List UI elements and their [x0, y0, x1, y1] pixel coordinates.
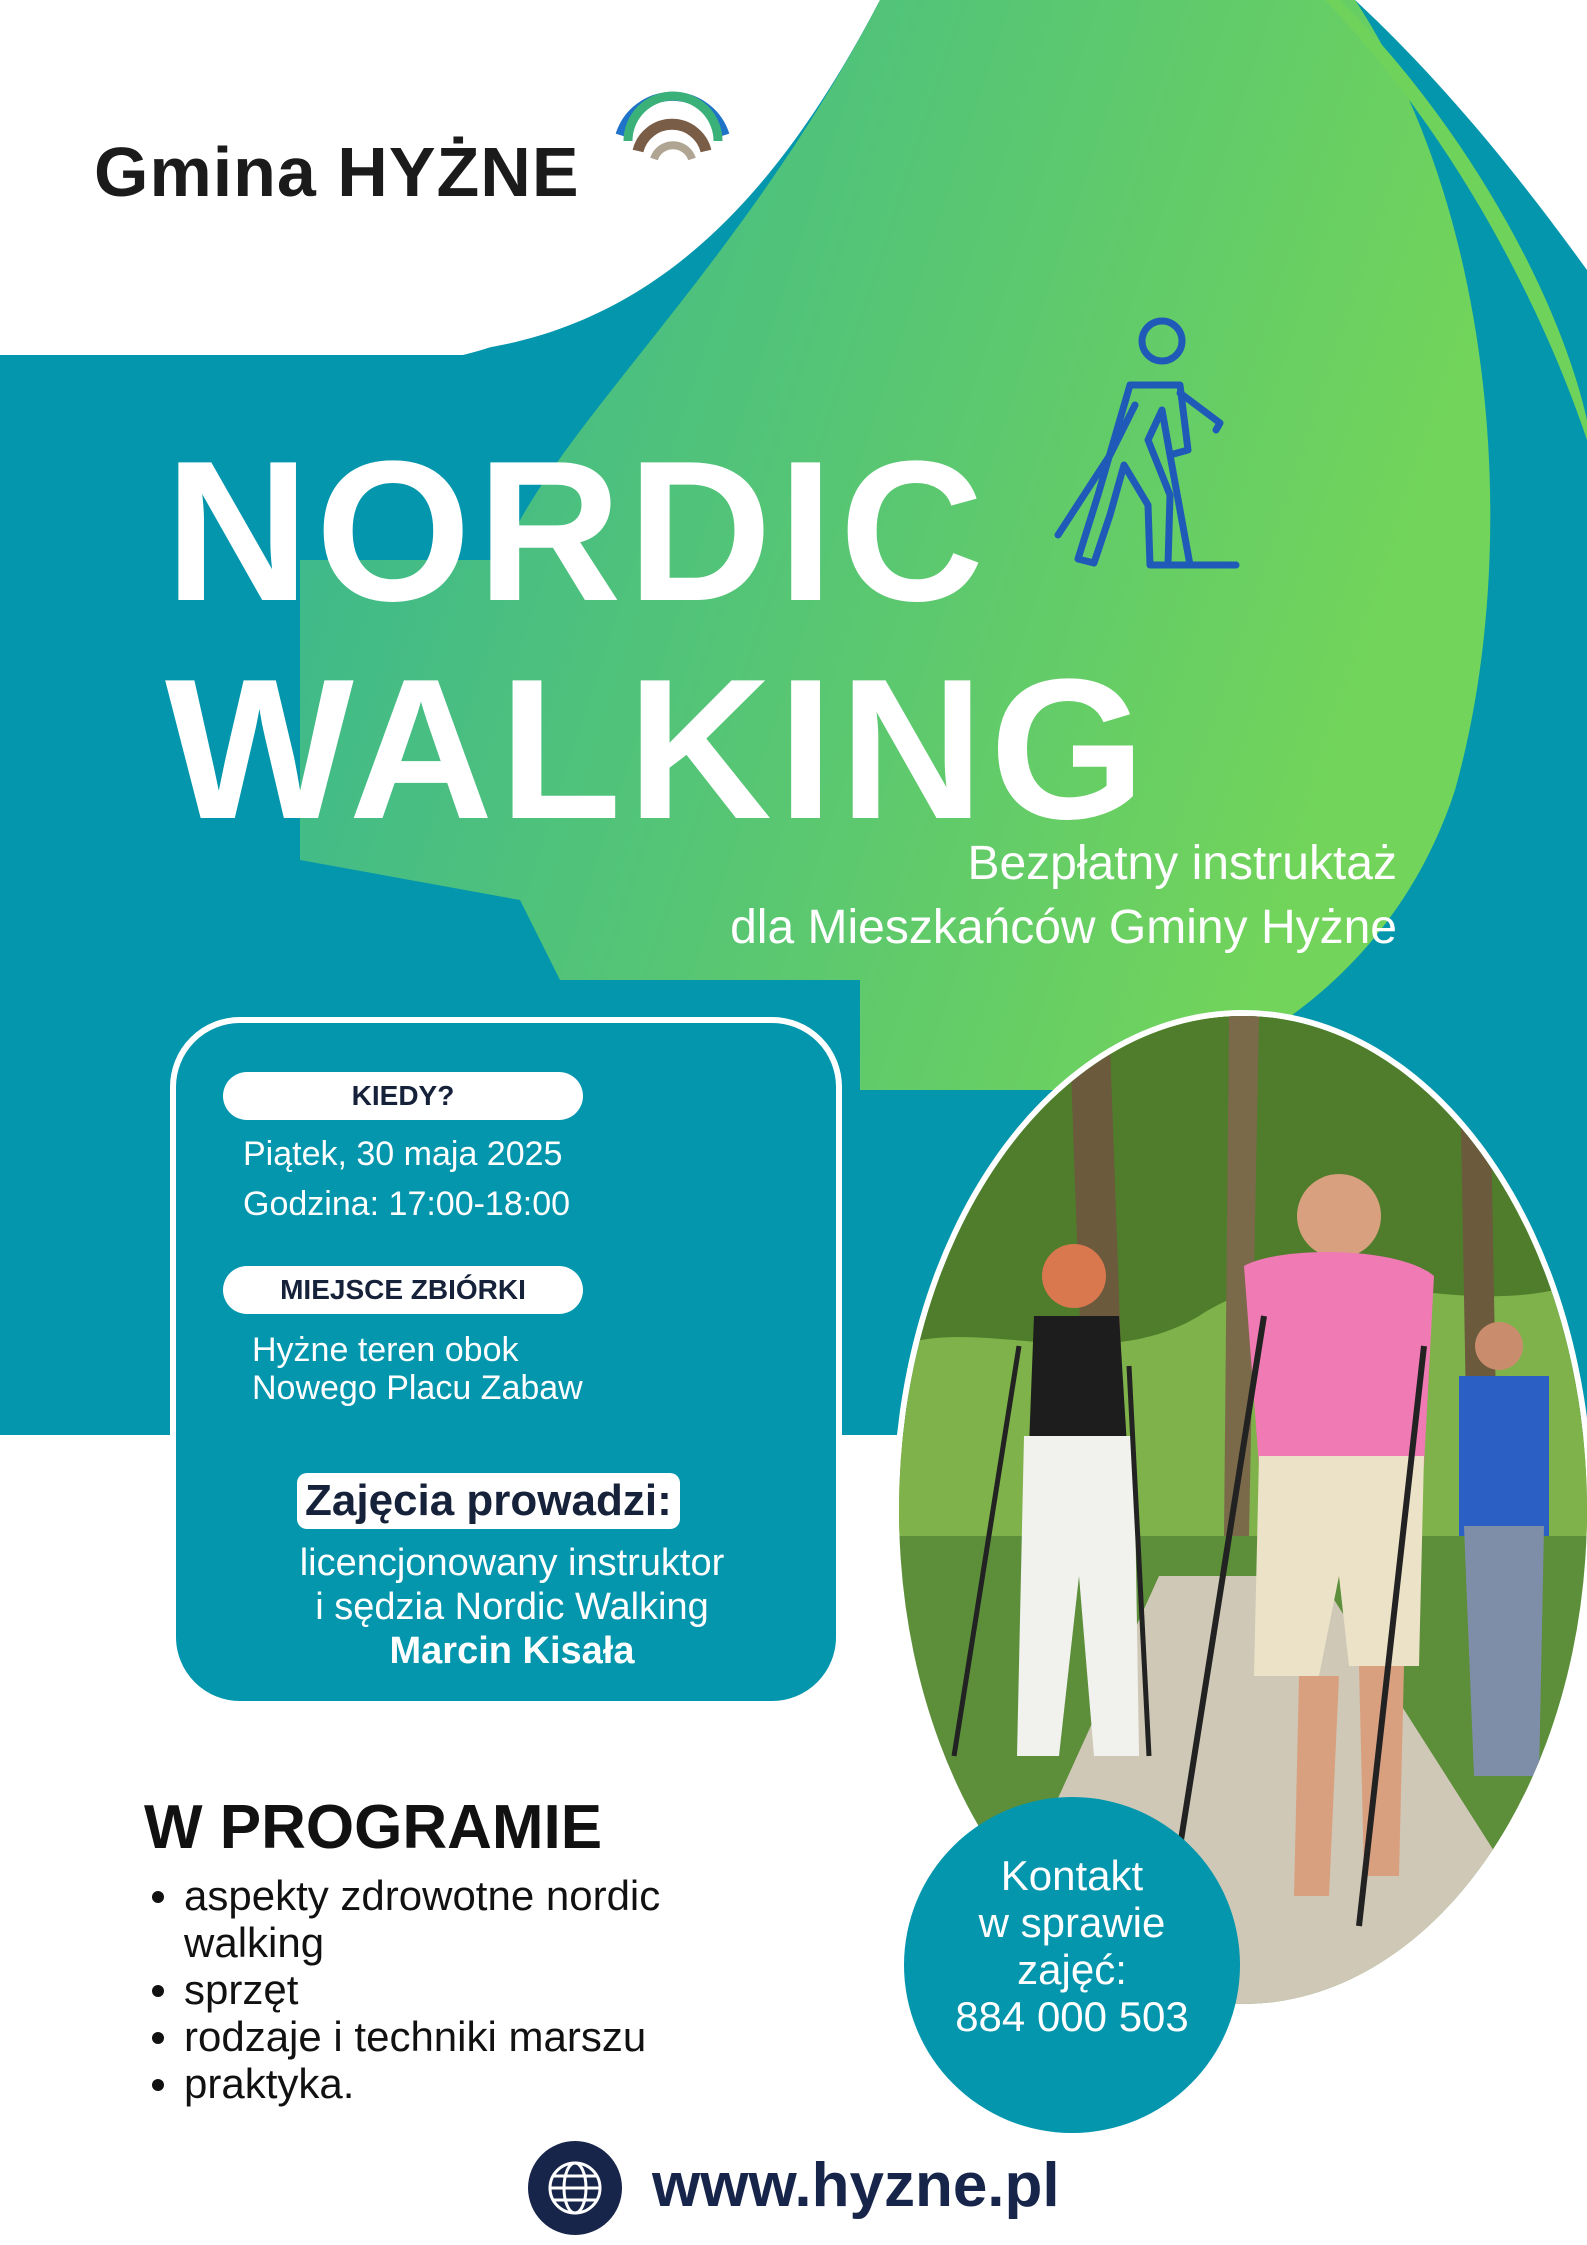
lead-line1: licencjonowany instruktor	[299, 1542, 725, 1584]
event-date: Piątek, 30 maja 2025	[243, 1135, 563, 1173]
event-place	[252, 1331, 583, 1407]
contact-line3: zajęć:	[1017, 1946, 1127, 1993]
program-item: rodzaje i techniki marszu	[150, 2013, 790, 2060]
lead-name: Marcin Kisała	[389, 1630, 635, 1672]
when-label: KIEDY?	[223, 1072, 583, 1120]
program-item: sprzęt	[150, 1966, 790, 2013]
lead-line2: i sędzia Nordic Walking	[315, 1586, 709, 1628]
lead-label: Zajęcia prowadzi:	[297, 1473, 680, 1529]
place-label: MIEJSCE ZBIÓRKI	[223, 1266, 583, 1314]
contact-line1: Kontakt	[1000, 1852, 1144, 1899]
lead-description	[196, 1541, 828, 1673]
program-list	[150, 1872, 790, 2107]
program-item: aspekty zdrowotne nordic walking	[150, 1872, 790, 1966]
nordic-walker-icon	[1050, 315, 1250, 575]
website-link[interactable]: www.hyzne.pl	[652, 2151, 1060, 2220]
title-walking: WALKING	[165, 638, 1152, 861]
event-time: Godzina: 17:00-18:00	[243, 1185, 571, 1223]
logo-text: Gmina HYŻNE	[94, 133, 580, 211]
contact-phone[interactable]: 884 000 503	[955, 1993, 1189, 2040]
subtitle	[730, 832, 1397, 960]
subtitle-line1: Bezpłatny instruktaż	[967, 837, 1397, 890]
program-title: W PROGRAMIE	[144, 1793, 603, 1862]
place-line2: Nowego Placu Zabaw	[252, 1369, 583, 1407]
globe-icon	[528, 2141, 622, 2235]
contact-line2: w sprawie	[978, 1899, 1166, 1946]
title-nordic: NORDIC	[165, 420, 990, 643]
rainbow-arc-logo-icon	[600, 55, 740, 195]
event-info-box	[170, 1017, 842, 1707]
place-line1: Hyżne teren obok	[252, 1331, 519, 1369]
event-when	[243, 1129, 570, 1229]
program-item: praktyka.	[150, 2060, 790, 2107]
contact-circle	[904, 1797, 1240, 2133]
subtitle-line2: dla Mieszkańców Gminy Hyżne	[730, 901, 1397, 954]
